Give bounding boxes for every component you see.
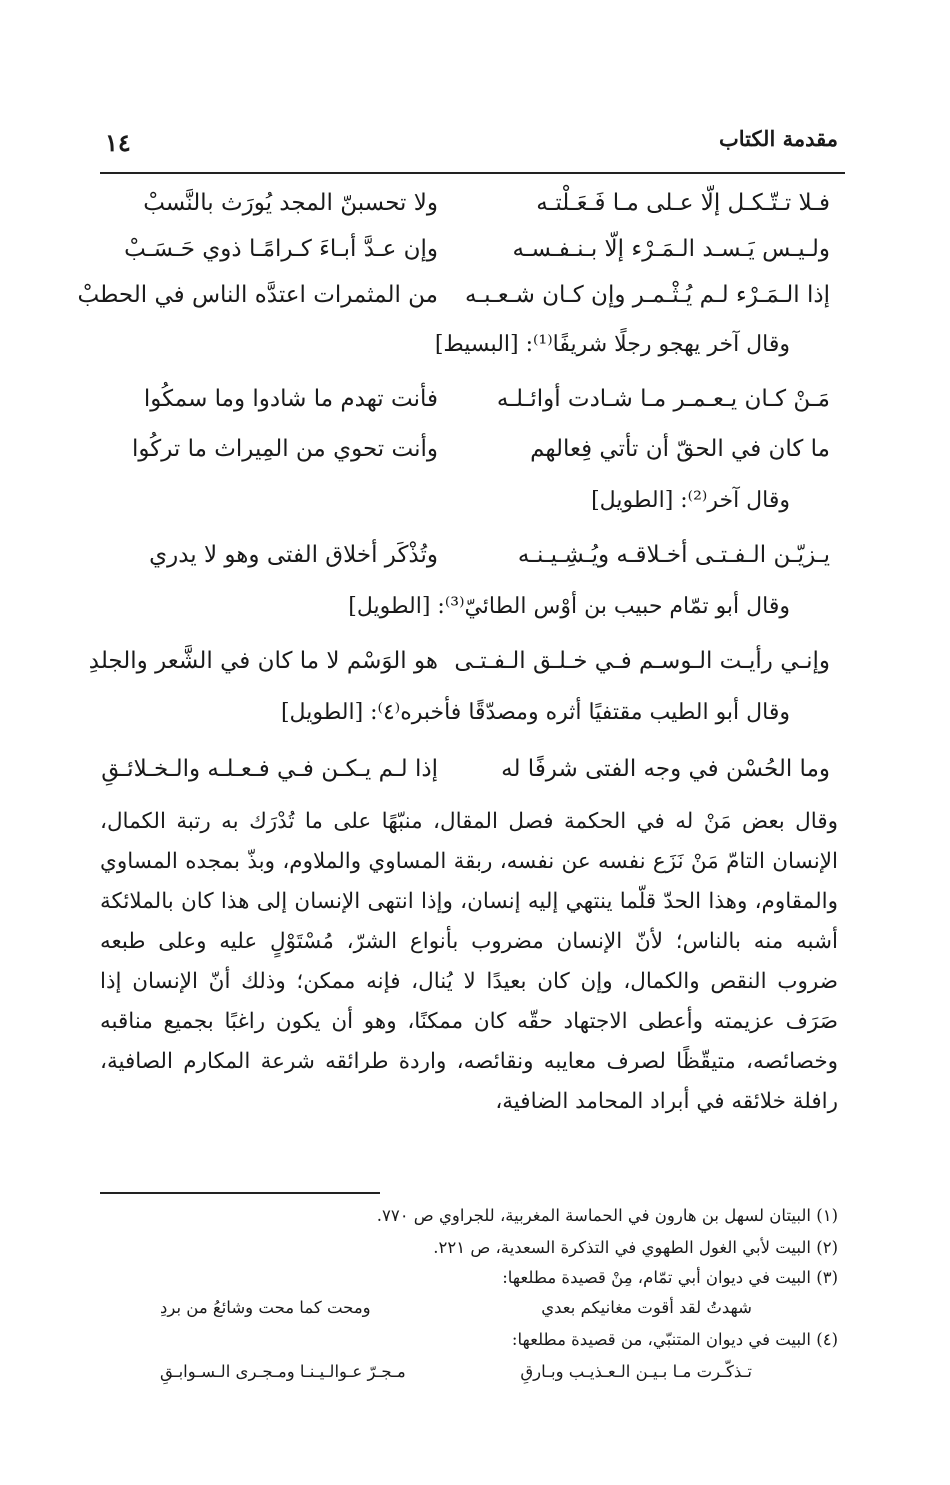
verse-first-hemistich: إذا الـمَـرْء لـم يُـثْـمـر وإن كـان شـعـبـه: [465, 282, 830, 308]
verse-line: [95, 190, 830, 234]
footnote-3: (٣) البيت في ديوان أبي تمّام، مِنْ قصيدة مطلعها:: [502, 1268, 838, 1287]
poem-intro: وقال أبو الطيب مقتفيًا أثره ومصدّقًا فأخبره⁽٤⁾: [الطويل]: [280, 700, 790, 725]
footnote-verse-first: شهدتُ لقد أقوت مغانيكم بعدي: [541, 1298, 752, 1317]
verse-line: [95, 756, 830, 800]
footnote-verse-first: تـذكّـرت مـا بـيـن الـعـذيـب وبـارقِ: [520, 1362, 752, 1381]
footnote-1: (١) البيتان لسهل بن هارون في الحماسة المغربية، للجراوي ص ٧٧٠.: [376, 1206, 838, 1225]
verse-line: [95, 436, 830, 480]
verse-first-hemistich: وإنـي رأيـت الـوسـم فـي خـلـق الـفـتـى: [454, 648, 830, 674]
poem-intro: وقال أبو تمّام حبيب بن أوْس الطائيّ⁽³⁾: [الطويل]: [348, 594, 790, 619]
verse-line: [88, 648, 830, 692]
verse-first-hemistich: ما كان في الحقّ أن تأتي فِعالهم: [530, 436, 830, 462]
header-rule: [100, 172, 845, 174]
verse-first-hemistich: ولـيـس يَـسـد الـمَـرْء إلّا بـنـفـسـه: [512, 236, 830, 262]
body-paragraph: وقال بعض مَنْ له في الحكمة فصل المقال، منبّهًا على ما تُدْرَك به رتبة الكمال، الإنسان التامّ مَنْ نَزَع نفسه عن نفسه، ربقة المساوي والملاوم، وبذّ بمجده المساوي والمقاوم، وهذا الحدّ قلّما ينتهي إليه إنسان، وإذا انتهى الإنسان إلى هذا كان بالملائكة أشبه منه بالناس؛ لأنّ الإنسان مضروب بأنواع الشرّ، مُسْتَوْلٍ عليه وعلى طبعه ضروب النقص والكمال، وإن كان بعيدًا لا يُنال، فإنه ممكن؛ وذلك أنّ الإنسان إذا صَرَف عزيمته وأعطى الاجتهاد حقّه كان ممكنًا، وهو أن يكون راغبًا بجميع مناقبه وخصائصه، متيقّظًا لصرف معايبه ونقائصه، واردة طرائقه شرعة المكارم الصافية، رافلة خلائقه في أبراد المحامد الضافية،: [100, 809, 838, 1114]
page-number: ١٤: [105, 128, 131, 157]
footnote-rule: [100, 1192, 380, 1194]
verse-second-hemistich: فأنت تهدم ما شادوا وما سمكُوا: [143, 386, 438, 412]
footnote-4: (٤) البيت في ديوان المتنبّي، من قصيدة مطلعها:: [511, 1330, 838, 1349]
footnote-4-verse: [150, 1362, 752, 1392]
verse-first-hemistich: وما الحُسْن في وجه الفتى شرفًا له: [501, 756, 830, 782]
verse-second-hemistich: وإن عـدَّ أبـاءَ كـرامًـا ذوي حَـسَـبْ: [124, 236, 438, 262]
verse-second-hemistich: وتُذْكَر أخلاق الفتى وهو لا يدري: [149, 542, 438, 568]
verse-line: [95, 386, 830, 430]
verse-first-hemistich: مَـنْ كـان يـعـمـر مـا شـادت أوائـلـه: [496, 386, 830, 412]
poem-intro: وقال آخر⁽²⁾: [الطويل]: [591, 488, 790, 513]
verse-line: [95, 236, 830, 280]
footnote-verse-second: مـجـرّ عـوالـيـنـا ومـجـرى الـسـوابـقِ: [160, 1362, 406, 1381]
verse-second-hemistich: من المثمرات اعتدَّه الناس في الحطبْ: [77, 282, 438, 308]
verse-first-hemistich: فـلا تـتّـكـل إلّا عـلى مـا فَـعَـلْتـه: [536, 190, 830, 216]
footnote-2: (٢) البيت لأبي الغول الطهوي في التذكرة السعدية، ص ٢٢١.: [433, 1238, 838, 1257]
verse-second-hemistich: إذا لـم يـكـن فـي فـعـلـه والـخـلائـقِ: [101, 756, 438, 782]
verse-second-hemistich: هو الوَسْم لا ما كان في الشَّعر والجلدِ: [88, 648, 438, 674]
verse-second-hemistich: وأنت تحوي من المِيراث ما تركُوا: [131, 436, 438, 462]
verse-line: [77, 282, 830, 326]
verse-second-hemistich: ولا تحسبنّ المجد يُورَث بالنَّسبْ: [143, 190, 438, 216]
verse-first-hemistich: يـزيّـن الـفـتـى أخـلاقـه ويُـشِـيـنـه: [517, 542, 830, 568]
footnote-verse-second: ومحت كما محت وشائعُ من بردِ: [160, 1298, 371, 1317]
footnote-3-verse: [150, 1298, 752, 1328]
verse-line: [95, 542, 830, 586]
poem-intro: وقال آخر يهجو رجلًا شريفًا⁽¹⁾: [البسيط]: [434, 332, 790, 357]
running-header-title: مقدمة الكتاب: [718, 126, 838, 151]
